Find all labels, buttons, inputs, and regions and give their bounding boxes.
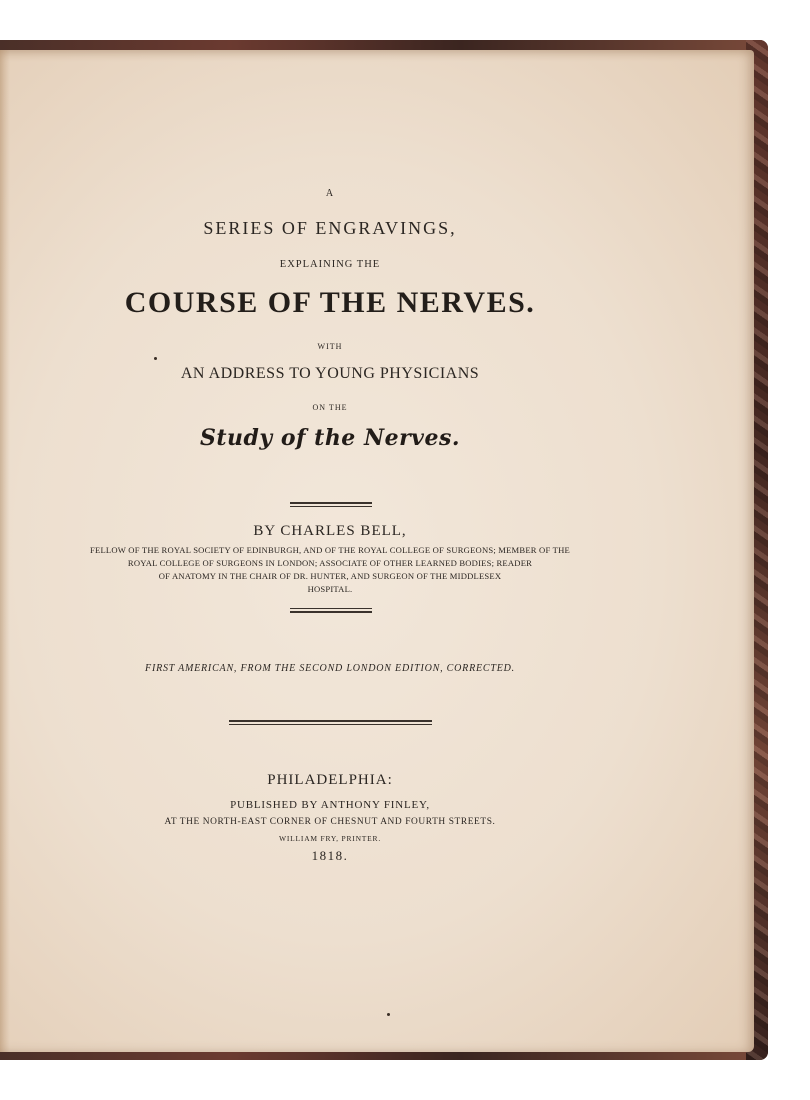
imprint-printer: WILLIAM FRY, PRINTER. [278, 834, 382, 843]
title-article: A [325, 188, 335, 199]
author-credentials [0, 544, 660, 596]
edition-line: FIRST AMERICAN, FROM THE SECOND LONDON EDITION, CORRECTED. [145, 663, 515, 674]
double-rule-top-a [290, 502, 372, 504]
double-rule-top-b [290, 506, 372, 507]
main-title: COURSE OF THE NERVES. [124, 286, 536, 319]
imprint-year: 1818. [311, 848, 349, 863]
imprint-publisher: PUBLISHED BY ANTHONY FINLEY, [230, 799, 430, 811]
title-with-line: WITH [317, 342, 343, 351]
title-series-line: SERIES OF ENGRAVINGS, [203, 218, 457, 238]
credential-line: FELLOW OF THE ROYAL SOCIETY OF EDINBURGH, AND OF THE ROYAL COLLEGE OF SURGEONS; MEMBER OF THE [90, 545, 570, 555]
credential-line: ROYAL COLLEGE OF SURGEONS IN LONDON; ASSOCIATE OF OTHER LEARNED BODIES; READER [127, 558, 533, 568]
author-line: BY CHARLES BELL, [253, 523, 407, 539]
title-on-the-line: ON THE [312, 403, 348, 412]
imprint-address: AT THE NORTH-EAST CORNER OF CHESNUT AND FOURTH STREETS. [164, 817, 496, 827]
foxing-speck [387, 1013, 390, 1016]
foxing-speck [154, 357, 157, 360]
subtitle-address: AN ADDRESS TO YOUNG PHYSICIANS [180, 365, 480, 382]
credential-line: HOSPITAL. [307, 584, 353, 594]
long-rule-a [229, 720, 432, 722]
imprint-city: PHILADELPHIA: [267, 772, 393, 788]
double-rule-mid-a [290, 608, 372, 609]
double-rule-mid-b [290, 611, 372, 613]
title-explaining-line: EXPLAINING THE [279, 259, 381, 270]
subtitle-study-blackletter: Study of the Nerves. [199, 425, 460, 451]
long-rule-b [229, 724, 432, 725]
credential-line: OF ANATOMY IN THE CHAIR OF DR. HUNTER, AND SURGEON OF THE MIDDLESEX [158, 571, 502, 581]
